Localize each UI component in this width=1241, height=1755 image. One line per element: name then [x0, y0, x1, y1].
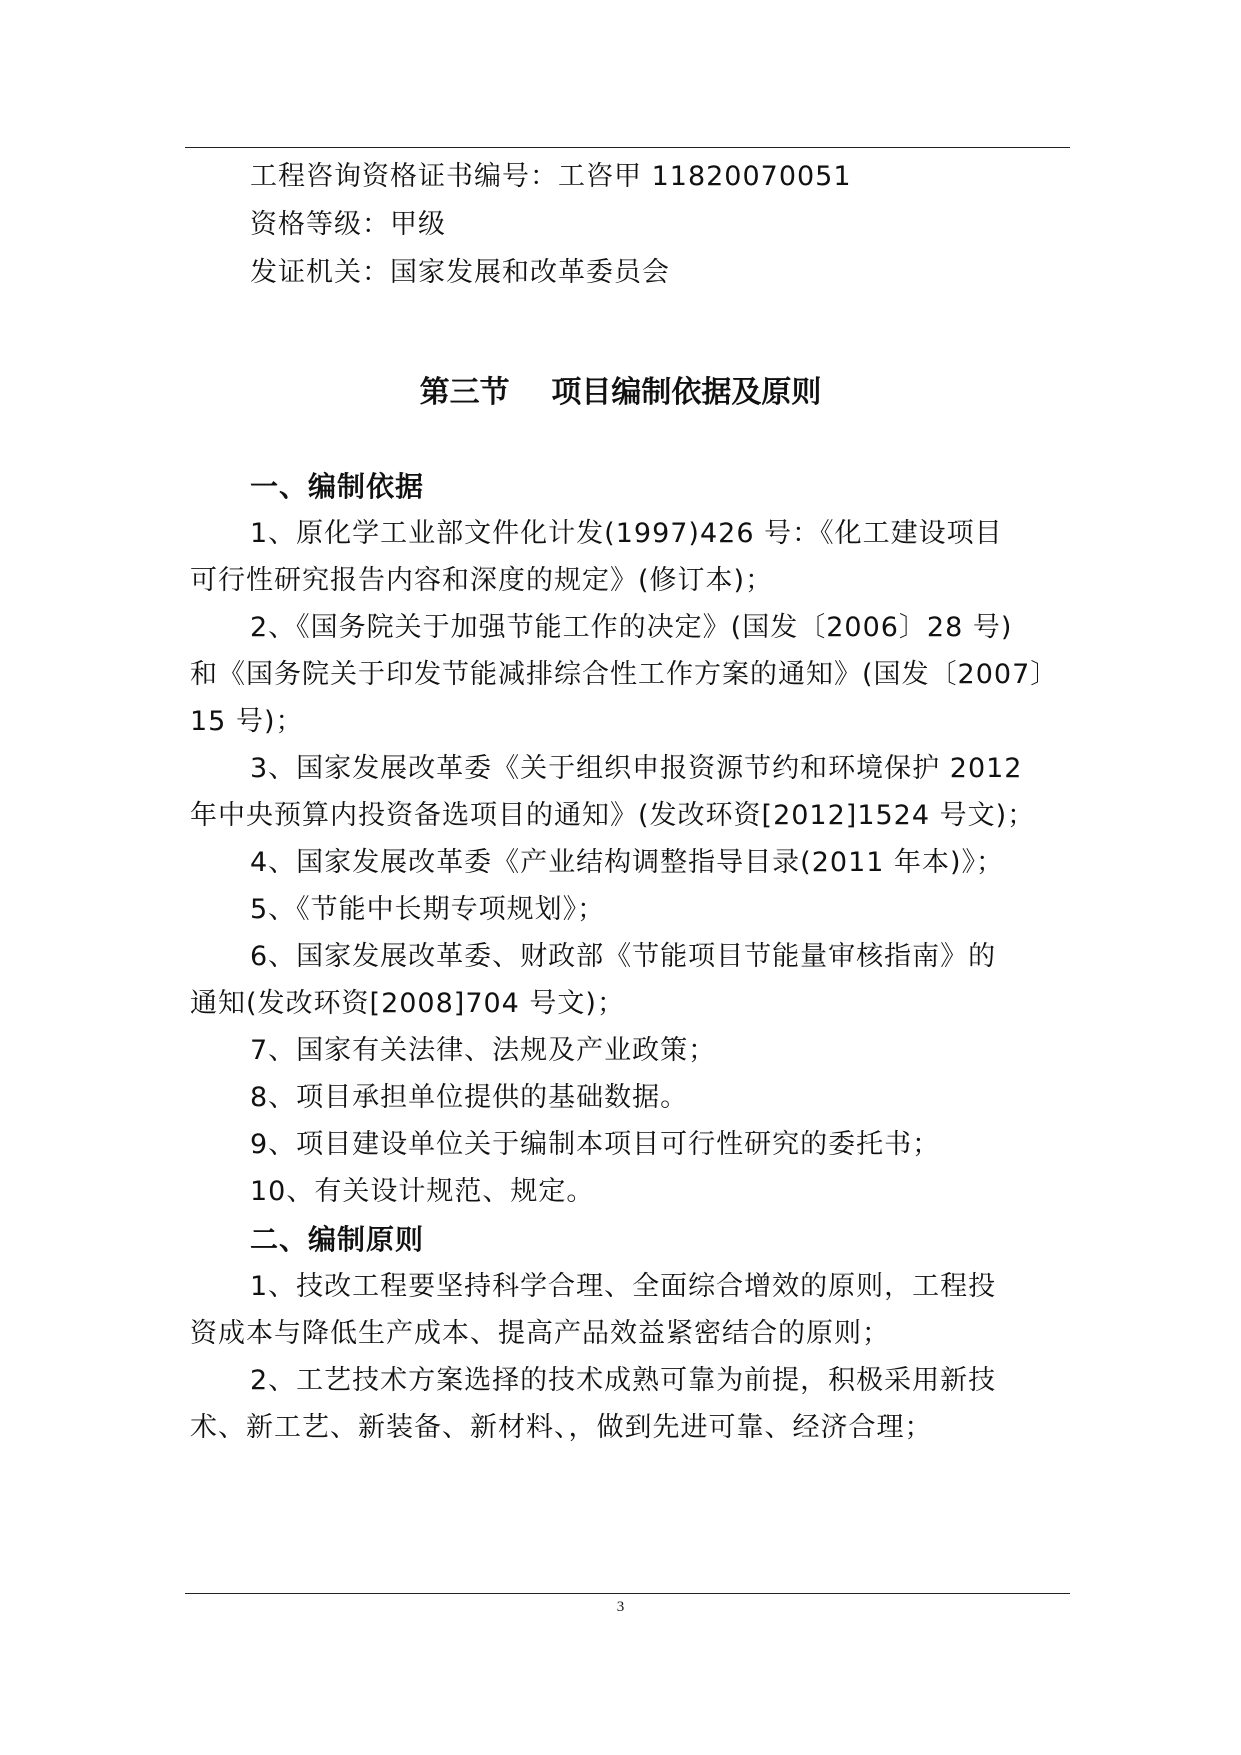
principles-line: 术、新工艺、新装备、新材料、，做到先进可靠、经济合理； [190, 1412, 933, 1443]
issuer-line: 发证机关：国家发展和改革委员会 [250, 257, 670, 288]
basis-line: 9、项目建设单位关于编制本项目可行性研究的委托书； [250, 1129, 941, 1160]
footer-rule [185, 1593, 1070, 1594]
basis-line: 年中央预算内投资备选项目的通知》(发改环资[2012]1524 号文)； [190, 800, 1036, 831]
basis-heading: 一、编制依据 [250, 470, 425, 503]
basis-line: 2、《国务院关于加强节能工作的决定》(国发〔2006〕28 号) [250, 612, 1013, 643]
principles-heading: 二、编制原则 [250, 1223, 425, 1256]
grade-line: 资格等级：甲级 [250, 209, 446, 240]
basis-line: 6、国家发展改革委、财政部《节能项目节能量审核指南》的 [250, 941, 997, 972]
basis-line: 8、项目承担单位提供的基础数据。 [250, 1082, 689, 1113]
basis-line: 10、有关设计规范、规定。 [250, 1176, 595, 1207]
section-title: 第三节 项目编制依据及原则 [419, 375, 822, 410]
basis-line: 和《国务院关于印发节能减排综合性工作方案的通知》(国发〔2007〕 [190, 659, 1059, 690]
basis-line: 4、国家发展改革委《产业结构调整指导目录(2011 年本)》； [250, 847, 1005, 878]
basis-line: 3、国家发展改革委《关于组织申报资源节约和环境保护 2012 [250, 753, 1023, 784]
basis-line: 5、《节能中长期专项规划》； [250, 894, 606, 925]
basis-line: 1、原化学工业部文件化计发(1997)426 号：《化工建设项目 [250, 518, 1003, 549]
basis-line: 7、国家有关法律、法规及产业政策； [250, 1035, 717, 1066]
basis-line: 通知(发改环资[2008]704 号文)； [190, 988, 625, 1019]
header-rule [185, 147, 1070, 148]
basis-line: 15 号)； [190, 706, 304, 737]
principles-line: 资成本与降低生产成本、提高产品效益紧密结合的原则； [190, 1318, 890, 1349]
principles-line: 2、工艺技术方案选择的技术成熟可靠为前提，积极采用新技 [250, 1365, 997, 1396]
page-number: 3 [616, 1599, 625, 1615]
basis-line: 可行性研究报告内容和深度的规定》(修订本)； [190, 565, 774, 596]
principles-line: 1、技改工程要坚持科学合理、全面综合增效的原则，工程投 [250, 1271, 997, 1302]
cert-number-line: 工程咨询资格证书编号：工咨甲 11820070051 [250, 161, 852, 192]
